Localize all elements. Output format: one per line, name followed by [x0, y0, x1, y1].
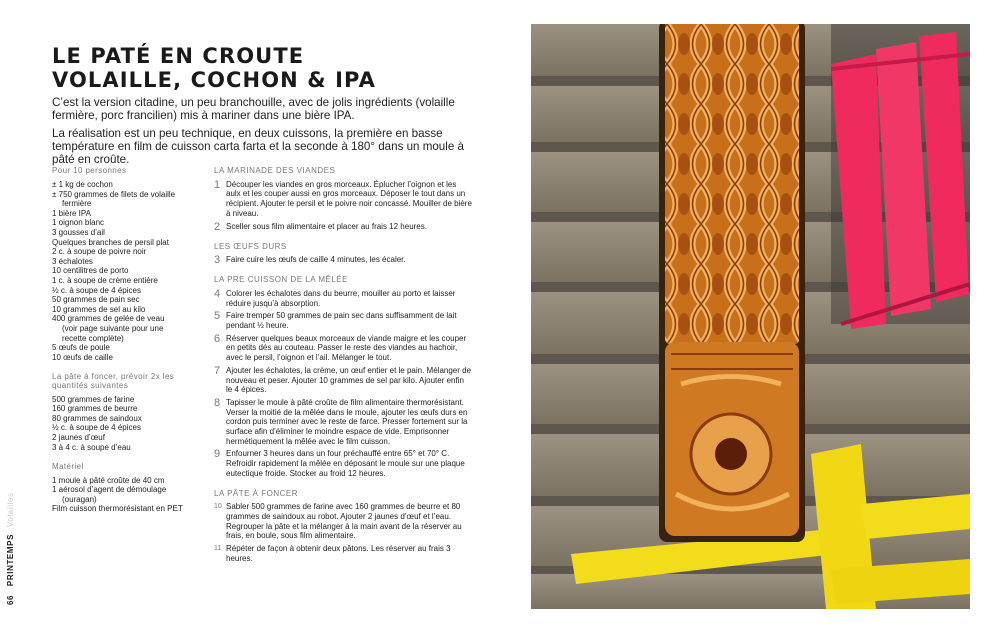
step-number: 3: [214, 254, 221, 267]
recipe-step: [214, 502, 472, 541]
instructions-column: [214, 166, 472, 567]
step-number: 4: [214, 287, 221, 300]
section-heading: LA MARINADE DES VIANDES: [214, 166, 336, 175]
step-text: Sceller sous film alimentaire et placer au frais 12 heures.: [226, 221, 427, 231]
ingredient-item: 400 grammes de gelée de veau: [52, 314, 165, 324]
recipe-step: [214, 222, 472, 232]
recipe-step: [214, 255, 472, 265]
equipment-list: [52, 476, 202, 514]
ingredient-item: ± 1 kg de cochon: [52, 180, 113, 189]
step-text: Découper les viandes en gros morceaux. Éplucher l’oignon et les aulx et les couper aussi en gros morceaux. Déposer le tout dans un récipient. Ajouter le persil et le poivre noir concassé. Mouiller de bière à niveau.: [226, 179, 472, 218]
recipe-intro: [52, 96, 482, 171]
pastry-item: 2 jaunes d’œuf: [52, 433, 105, 443]
step-number: 8: [214, 396, 221, 409]
intro-paragraph: La réalisation est un peu technique, en deux cuissons, la première en basse température en film de cuisson carta farta et la seconde à 180° dans un moule à pâté en croûte.: [52, 127, 464, 166]
step-text: Répéter de façon à obtenir deux pâtons. Les réserver au frais 3 heures.: [226, 544, 451, 563]
pate-en-croute: [659, 24, 805, 542]
ingredient-item: 2 c. à soupe de poivre noir: [52, 247, 147, 257]
step-number: 7: [214, 364, 221, 377]
recipe-step: [214, 366, 472, 395]
recipe-title-line-2: VOLAILLE, COCHON & IPA: [52, 68, 376, 92]
recipe-step: [214, 334, 472, 363]
red-chair: [831, 24, 970, 329]
page-number: 66: [6, 594, 15, 605]
recipe-step: [214, 289, 472, 308]
pastry-item: 80 grammes de saindoux: [52, 413, 142, 423]
equipment-item: (ouragan): [62, 494, 97, 504]
ingredient-item: 1 bière IPA: [52, 208, 91, 218]
equipment-heading: Matériel: [52, 461, 84, 471]
ingredient-item: recette complète): [62, 333, 124, 343]
step-text: Réserver quelques beaux morceaux de viande maigre et les couper en petits dés au couteau. Passer le reste des viandes au hachoir, avec le persil, l’oignon et l’ail. Mélanger le tout.: [226, 333, 467, 363]
ingredients-list: [52, 180, 202, 362]
step-number: 9: [214, 448, 221, 461]
step-text: Faire tremper 50 grammes de pain sec dans suffisamment de lait pendant ½ heure.: [226, 311, 457, 331]
section-heading: LA PRE CUISSON DE LA MÊLÉE: [214, 275, 348, 285]
ingredient-item: 50 grammes de pain sec: [52, 295, 140, 305]
pastry-item: ½ c. à soupe de 4 épices: [52, 423, 141, 433]
page-footer: [6, 492, 15, 605]
ingredient-item: 3 gousses d’ail: [52, 227, 105, 237]
step-text: Ajouter les échalotes, la crème, un œuf entier et le pain. Mélanger de nouveau et peser. Ajouter 10 grammes de sel par kilo. Ajouter enfin le 4 épices.: [226, 365, 472, 395]
pate-en-croute-photo: [531, 24, 970, 609]
recipe-step: [214, 544, 472, 563]
ingredient-item: 1 c. à soupe de crème entière: [52, 275, 158, 285]
ingredient-item: ± 750 grammes de filets de volaille: [52, 189, 176, 199]
chapter-label: Volailles: [6, 492, 15, 528]
ingredients-heading: Pour 10 personnes: [52, 166, 127, 175]
equipment-item: Film cuisson thermorésistant en PET: [52, 504, 183, 514]
ingredient-item: fermière: [62, 199, 92, 209]
ingredient-item: Quelques branches de persil plat: [52, 237, 169, 247]
step-number: 2: [214, 220, 221, 233]
recipe-step: [214, 449, 472, 478]
intro-paragraph: C’est la version citadine, un peu branchouille, avec de jolis ingrédients (volaille fermière, porc francilien) mis à mariner dans une bière IPA.: [52, 96, 455, 122]
step-text: Faire cuire les œufs de caille 4 minutes, les écaler.: [226, 255, 406, 265]
photo-illustration: [531, 24, 970, 609]
section-heading: LA PÂTE À FONCER: [214, 488, 299, 498]
ingredients-column: [52, 166, 202, 523]
ingredient-item: 10 œufs de caille: [52, 352, 113, 362]
ingredient-item: 3 échalotes: [52, 256, 93, 266]
step-number: 10: [214, 503, 222, 511]
recipe-title-line-1: LE PATÉ EN CROUTE: [52, 44, 305, 68]
step-text: Enfourner 3 heures dans un four préchauffé entre 65° et 70° C. Refroidir rapidement la mêlée en déposant le moule sur une plaque eutectique froide. Stocker au froid 12 heures.: [226, 449, 465, 478]
pastry-item: 500 grammes de farine: [52, 394, 135, 404]
ingredient-item: 1 oignon blanc: [52, 218, 105, 228]
pastry-item: 3 à 4 c. à soupe d’eau: [52, 442, 131, 452]
recipe-step: [214, 398, 472, 447]
step-number: 6: [214, 332, 221, 345]
step-text: Sabler 500 grammes de farine avec 160 grammes de beurre et 80 grammes de saindoux au robot. Ajouter 2 jaunes d’œuf et l’eau. Regrouper la pâte et la mélanger à la main avant de la réserver au frais, en boule, sous film alimentaire.: [226, 502, 462, 541]
section-heading: LES ŒUFS DURS: [214, 241, 287, 251]
step-number: 5: [214, 310, 221, 323]
equipment-item: 1 moule à pâté croûte de 40 cm: [52, 475, 165, 485]
pastry-heading: La pâte à foncer, prévoir 2x les quantités suivantes: [52, 371, 175, 390]
step-text: Tapisser le moule à pâté croûte de film alimentaire thermorésistant. Verser la moitié de la mêlée dans le moule, ajouter les œufs durs en cordon puis terminer avec le reste de farce. Presser fortement sur la surface afin d’éliminer le moindre espace de vide. Emprisonner hermétiquement la mêlée avec le film cuisson.: [226, 397, 468, 446]
ingredient-item: ½ c. à soupe de 4 épices: [52, 285, 141, 295]
step-number: 11: [214, 545, 222, 553]
ingredient-item: (voir page suivante pour une: [62, 323, 164, 333]
ingredient-item: 5 œufs de poule: [52, 343, 110, 353]
equipment-item: 1 aérosol d’agent de démoulage: [52, 485, 167, 495]
recipe-step: [214, 180, 472, 219]
step-number: 1: [214, 178, 221, 191]
ingredient-item: 10 centilitres de porto: [52, 266, 129, 276]
season-label: PRINTEMPS: [6, 533, 15, 587]
recipe-title: [52, 44, 492, 92]
recipe-step: [214, 311, 472, 330]
ingredient-item: 10 grammes de sel au kilo: [52, 304, 146, 314]
pastry-item: 160 grammes de beurre: [52, 404, 138, 414]
pastry-list: [52, 395, 202, 452]
step-text: Colorer les échalotes dans du beurre, mouiller au porto et laisser réduire jusqu’à absorption.: [226, 288, 456, 308]
